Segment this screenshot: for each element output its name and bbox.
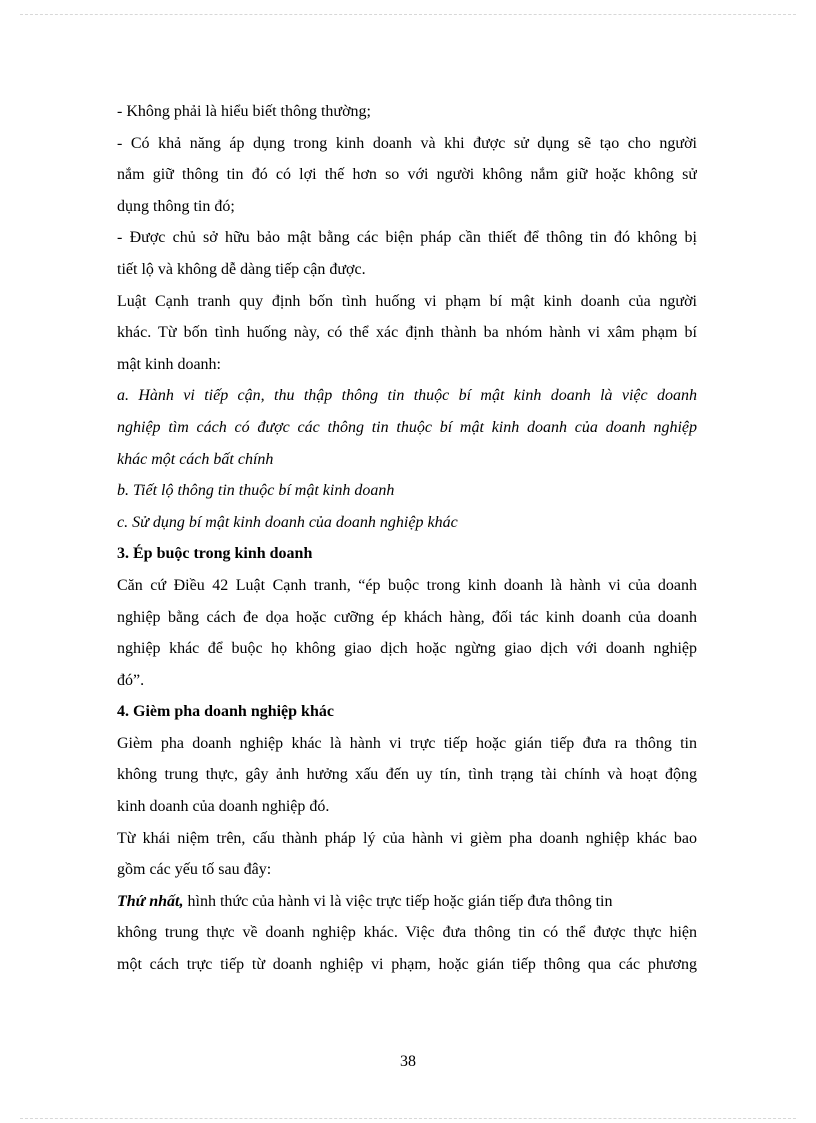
text-line: dụng thông tin đó;	[117, 197, 235, 215]
text-line: nghiệp bằng cách đe dọa hoặc cưỡng ép khách hàng, đối tác kinh doanh của doanh	[117, 608, 697, 626]
page-frame-top	[20, 14, 796, 15]
section-heading: 3. Ép buộc trong kinh doanh	[117, 545, 313, 563]
italic-text-line: a. Hành vi tiếp cận, thu thập thông tin thuộc bí mật kinh doanh là việc doanh	[117, 387, 697, 405]
text-line: đó”.	[117, 671, 145, 689]
text-line: nắm giữ thông tin đó có lợi thế hơn so với người không nắm giữ hoặc không sử	[117, 166, 697, 184]
text-line: không trung thực, gây ảnh hưởng xấu đến uy tín, tình trạng tài chính và hoạt động	[117, 766, 697, 784]
text-line: nghiệp khác để buộc họ không giao dịch hoặc ngừng giao dịch với doanh nghiệp	[117, 640, 697, 658]
text-line: gồm các yếu tố sau đây:	[117, 861, 272, 879]
text-line: - Có khả năng áp dụng trong kinh doanh và khi được sử dụng sẽ tạo cho người	[117, 134, 697, 152]
text-line: một cách trực tiếp từ doanh nghiệp vi phạm, hoặc gián tiếp thông qua các phương	[117, 956, 697, 974]
page-number: 38	[400, 1053, 416, 1070]
text-line: tiết lộ và không dễ dàng tiếp cận được.	[117, 260, 366, 278]
text-line: Căn cứ Điều 42 Luật Cạnh tranh, “ép buộc trong kinh doanh là hành vi của doanh	[117, 576, 697, 594]
text-line: - Không phải là hiểu biết thông thường;	[117, 103, 371, 120]
text-line: Gièm pha doanh nghiệp khác là hành vi trực tiếp hoặc gián tiếp đưa ra thông tin	[117, 734, 697, 752]
text-line: - Được chủ sở hữu bảo mật bằng các biện pháp cần thiết để thông tin đó không bị	[117, 229, 697, 247]
text-line: kinh doanh của doanh nghiệp đó.	[117, 798, 330, 816]
text-run: hình thức của hành vi là việc trực tiếp hoặc gián tiếp đưa thông tin	[183, 892, 613, 910]
page-frame-bottom	[20, 1118, 796, 1119]
italic-text-line: b. Tiết lộ thông tin thuộc bí mật kinh doanh	[117, 482, 395, 500]
italic-text-line: c. Sử dụng bí mật kinh doanh của doanh nghiệp khác	[117, 513, 458, 531]
text-line: mật kinh doanh:	[117, 355, 221, 373]
document-page	[117, 96, 697, 981]
text-line: Từ khái niệm trên, cấu thành pháp lý của hành vi gièm pha doanh nghiệp khác bao	[117, 829, 697, 847]
text-line: khác. Từ bốn tình huống này, có thể xác định thành ba nhóm hành vi xâm phạm bí	[117, 324, 697, 342]
italic-text-line: nghiệp tìm cách có được các thông tin thuộc bí mật kinh doanh của doanh nghiệp	[117, 418, 697, 436]
text-line: Luật Cạnh tranh quy định bốn tình huống vi phạm bí mật kinh doanh của người	[117, 292, 697, 310]
text-line	[117, 886, 697, 918]
italic-text-line: khác một cách bất chính	[117, 450, 274, 468]
text-line: không trung thực về doanh nghiệp khác. Việc đưa thông tin có thể được thực hiện	[117, 924, 697, 942]
section-heading: 4. Gièm pha doanh nghiệp khác	[117, 703, 334, 721]
emphasis-lead: Thứ nhất,	[117, 892, 184, 910]
